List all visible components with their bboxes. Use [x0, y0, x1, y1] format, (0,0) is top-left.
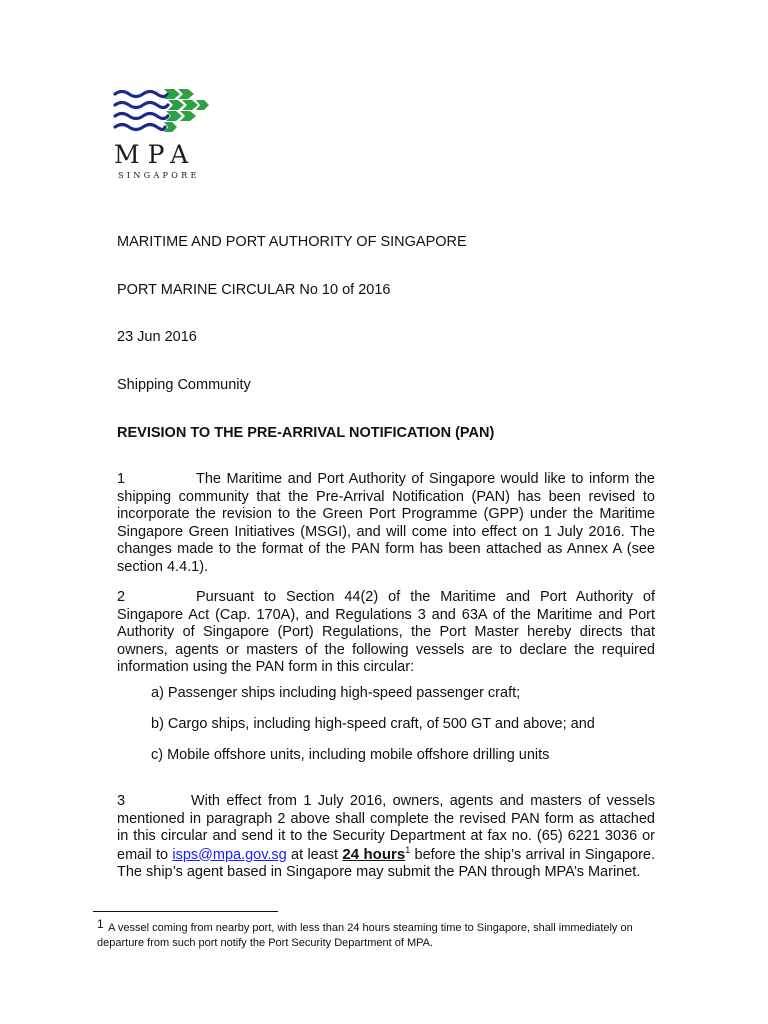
- paragraph-1-number: 1: [117, 471, 126, 487]
- mpa-logo: [112, 86, 216, 186]
- paragraph-3-text-b: at least: [286, 846, 343, 863]
- wave-arrows-icon: [112, 86, 212, 132]
- footnote: [97, 917, 667, 950]
- footnote-text: A vessel coming from nearby port, with less than 24 hours steaming time to Singapore, shall immediately on departure from such port notify the Port Security Department of MPA.: [97, 922, 633, 949]
- subject-heading: REVISION TO THE PRE-ARRIVAL NOTIFICATION (PAN): [117, 425, 495, 441]
- email-link[interactable]: isps@mpa.gov.sg: [172, 846, 287, 863]
- logo-singapore-text: SINGAPORE: [118, 170, 200, 180]
- addressee: Shipping Community: [117, 377, 251, 393]
- footnote-mark: 1: [97, 917, 104, 931]
- list-item-b: b) Cargo ships, including high-speed craft, of 500 GT and above; and: [151, 716, 595, 732]
- paragraph-2-number: 2: [117, 589, 126, 605]
- paragraph-1: [117, 471, 655, 576]
- paragraph-2: [117, 589, 655, 677]
- authority-heading: MARITIME AND PORT AUTHORITY OF SINGAPORE: [117, 234, 467, 250]
- paragraph-3: [117, 793, 655, 882]
- circular-number: PORT MARINE CIRCULAR No 10 of 2016: [117, 282, 391, 298]
- paragraph-3-text-a: With effect from 1 July 2016, owners, agents and masters of vessels mentioned in paragraph 2 above shall complete the revised PAN form as attached in this circular and send it to the Security Department at fax no. (65) 6221 3036 or email to: [117, 793, 655, 863]
- paragraph-1-text: The Maritime and Port Authority of Singapore would like to inform the shipping community that the Pre-Arrival Notification (PAN) has been revised to incorporate the revision to the Green Port Programme (GPP) under the Maritime Singapore Green Initiatives (MSGI), and will come into effect on 1 July 2016. The changes made to the format of the PAN form has been attached as Annex A (see section 4.4.1).: [117, 471, 655, 575]
- paragraph-3-number: 3: [117, 793, 126, 809]
- paragraph-3-text-c: before the ship’s arrival in Singapore. The ship’s agent based in Singapore may submit the PAN through MPA’s Marinet.: [117, 846, 655, 880]
- circular-date: 23 Jun 2016: [117, 329, 197, 345]
- hours-emphasis: 24 hours: [342, 845, 406, 863]
- footnote-divider: [93, 911, 278, 912]
- list-item-a: a) Passenger ships including high-speed passenger craft;: [151, 685, 521, 701]
- footnote-reference[interactable]: 1: [405, 844, 411, 855]
- paragraph-2-text: Pursuant to Section 44(2) of the Maritime and Port Authority of Singapore Act (Cap. 170A), and Regulations 3 and 63A of the Maritime and Port Authority of Singapore (Port) Regulations, the Port Master hereby directs that owners, agents or masters of the following vessels are to declare the required information using the PAN form in this circular:: [117, 589, 655, 675]
- logo-mpa-text: MPA: [114, 140, 197, 169]
- list-item-c: c) Mobile offshore units, including mobile offshore drilling units: [151, 747, 550, 763]
